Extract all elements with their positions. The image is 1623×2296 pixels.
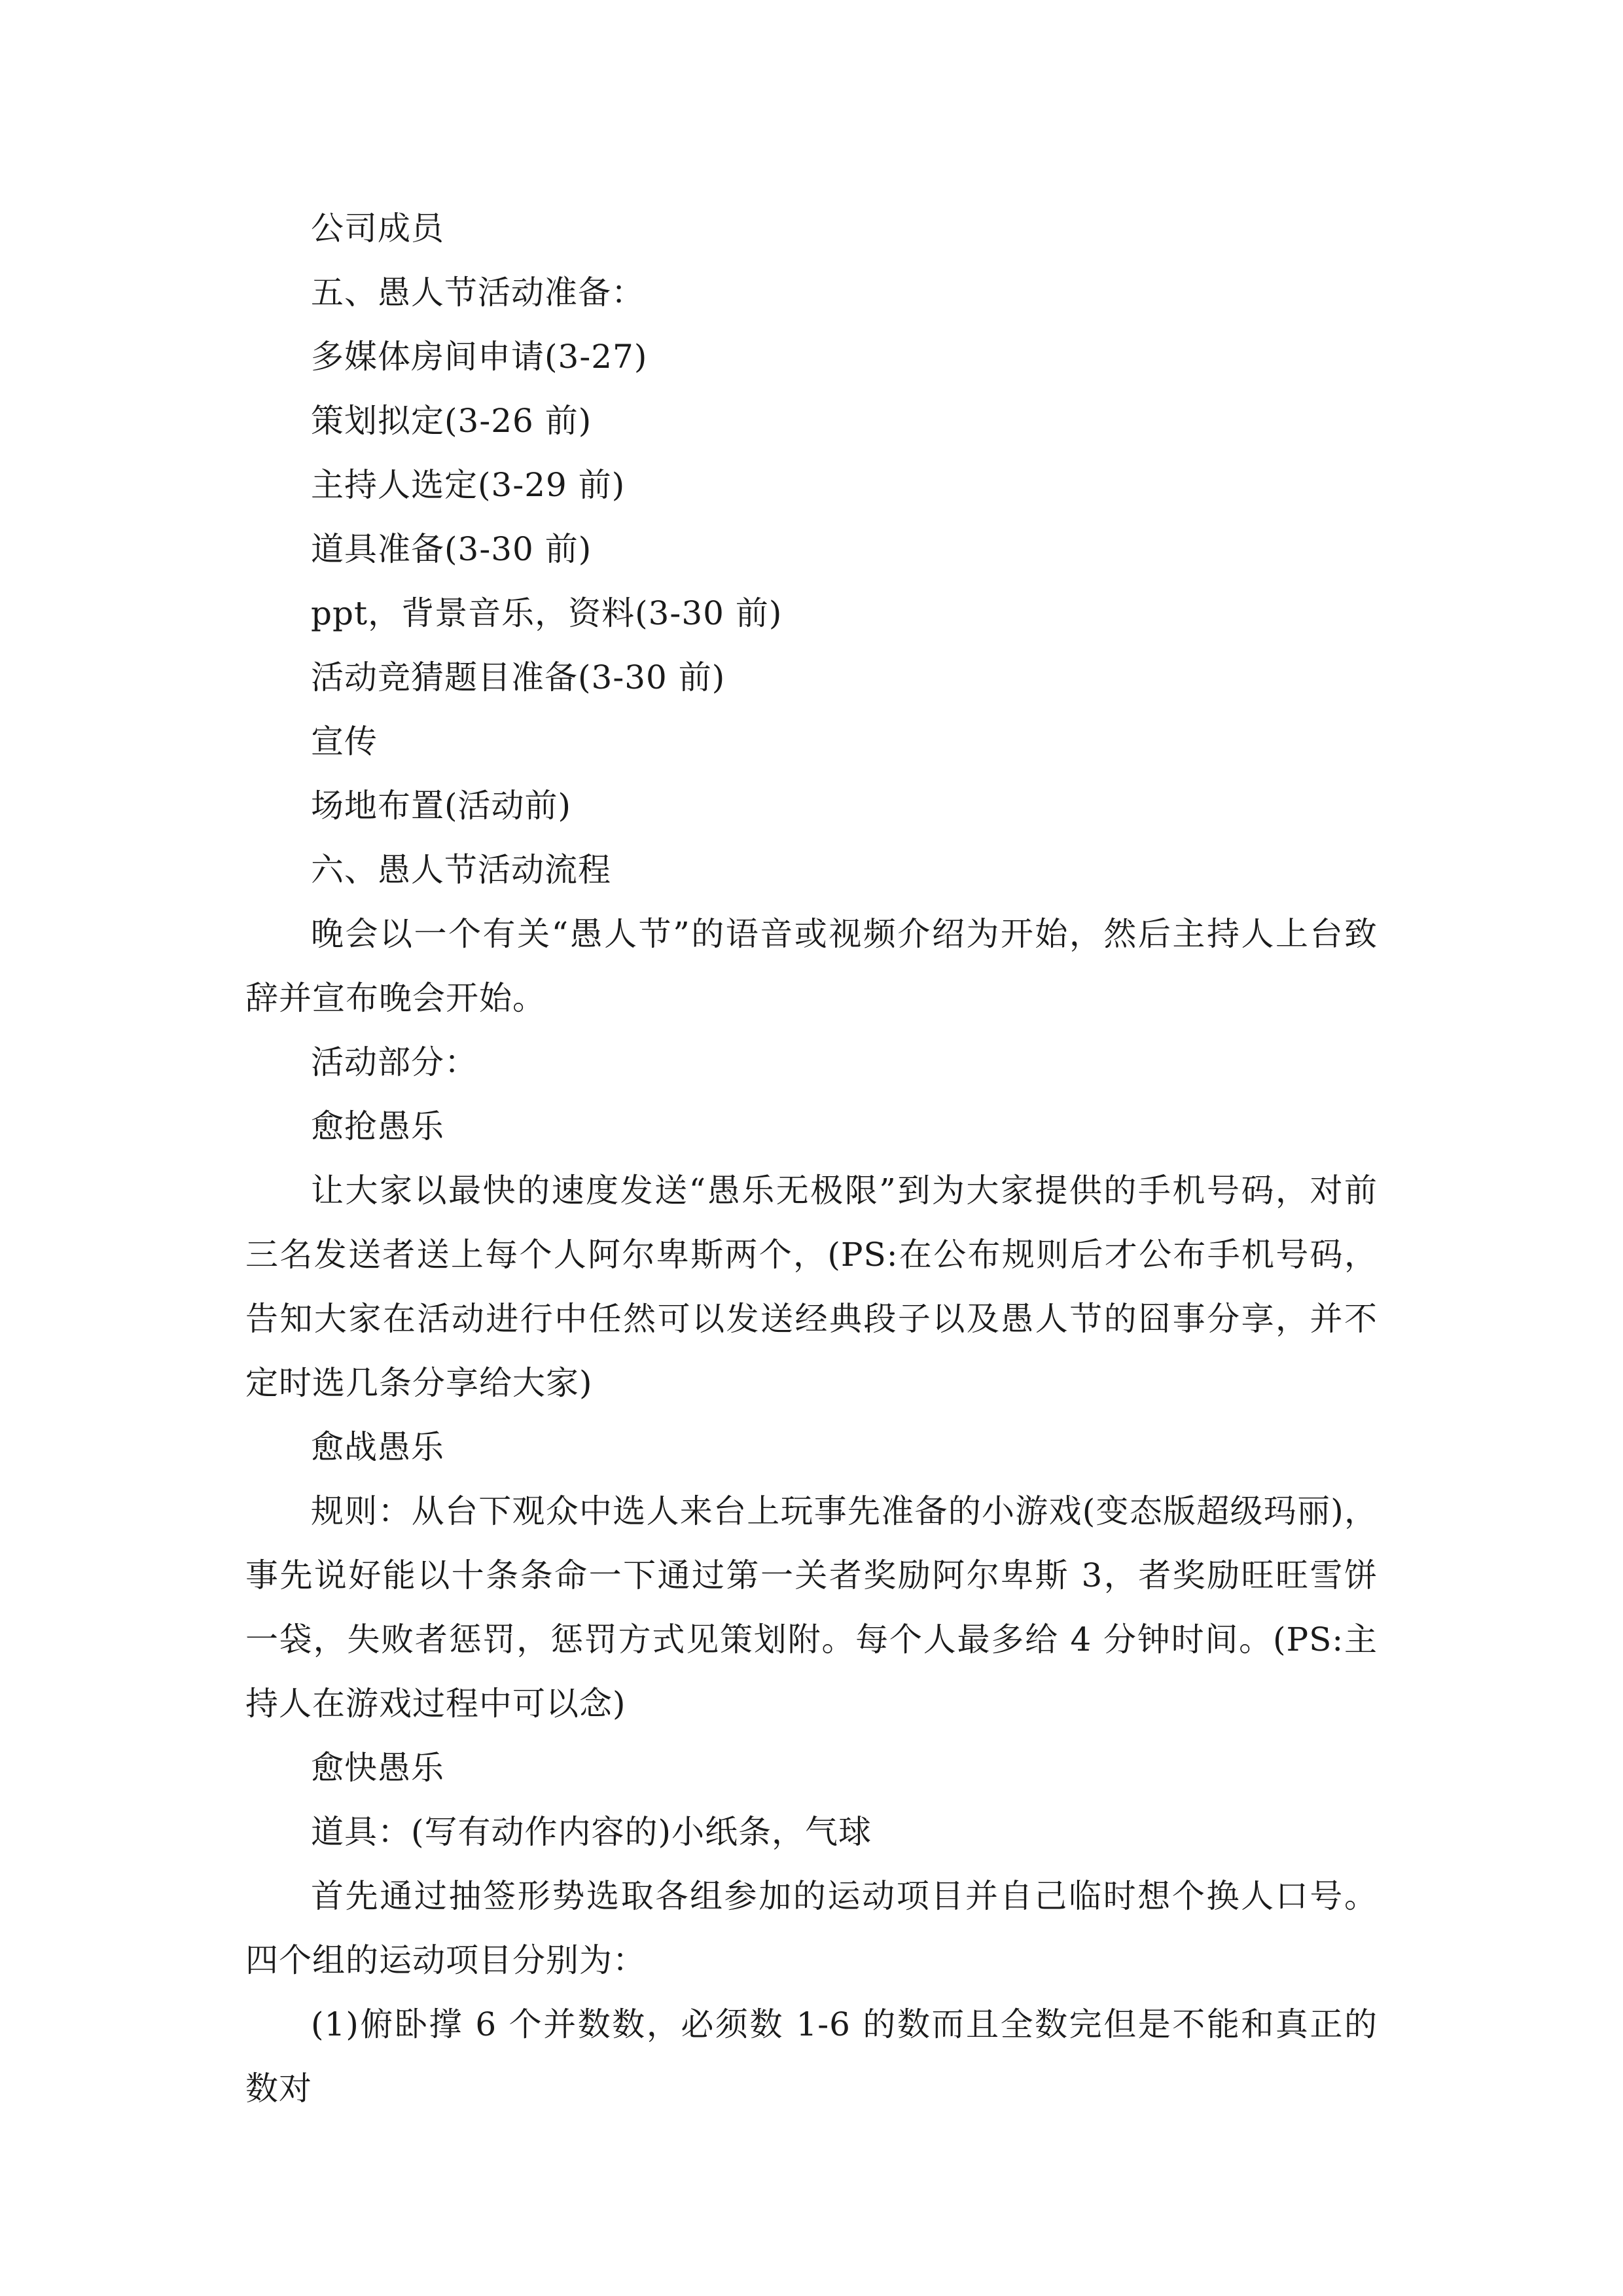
subheading-fast: 愈快愚乐 — [311, 1749, 444, 1787]
paragraph-grab-rules: 让大家以最快的速度发送“愚乐无极限”到为大家提供的手机号码，对前三名发送者送上每个人阿尔卑斯两个，(PS:在公布规则后才公布手机号码，告知大家在活动进行中任然可以发送经典段子以及愚人节的囧事分享，并不定时选几条分享给大家) — [245, 1172, 1378, 1402]
paragraph-publicity: 宣传 — [311, 723, 378, 761]
document-body — [245, 196, 1378, 2121]
paragraph-room-application: 多媒体房间申请(3-27) — [311, 338, 648, 376]
paragraph-item-pushups: (1)俯卧撑 6 个并数数，必须数 1-6 的数而且全数完但是不能和真正的数对 — [245, 2005, 1378, 2108]
paragraph-venue-setup: 场地布置(活动前) — [311, 787, 572, 825]
paragraph-fast-props: 道具：(写有动作内容的)小纸条，气球 — [311, 1813, 872, 1851]
paragraph-activity-section: 活动部分： — [311, 1043, 478, 1081]
subheading-battle: 愈战愚乐 — [311, 1428, 444, 1466]
paragraph-fast-draw: 首先通过抽签形势选取各组参加的运动项目并自己临时想个换人口号。四个组的运动项目分别为： — [245, 1877, 1378, 1979]
paragraph-plan-drafting: 策划拟定(3-26 前) — [311, 402, 592, 440]
paragraph-props-preparation: 道具准备(3-30 前) — [311, 530, 592, 568]
heading-preparation: 五、愚人节活动准备： — [311, 274, 645, 312]
paragraph-opening: 晚会以一个有关“愚人节”的语音或视频介绍为开始，然后主持人上台致辞并宣布晚会开始。 — [245, 915, 1378, 1017]
paragraph-battle-rules: 规则：从台下观众中选人来台上玩事先准备的小游戏(变态版超级玛丽)，事先说好能以十条条命一下通过第一关者奖励阿尔卑斯 3，者奖励旺旺雪饼一袋，失败者惩罚，惩罚方式见策划附。每个人最多给 4 分钟时间。(PS:主持人在游戏过程中可以念) — [245, 1492, 1378, 1723]
paragraph-ppt-music: ppt，背景音乐，资料(3-30 前) — [311, 594, 783, 632]
paragraph-host-selection: 主持人选定(3-29 前) — [311, 466, 626, 504]
paragraph-company-members: 公司成员 — [311, 209, 444, 247]
paragraph-quiz-preparation: 活动竞猜题目准备(3-30 前) — [311, 658, 726, 696]
subheading-grab: 愈抢愚乐 — [311, 1107, 444, 1145]
heading-process: 六、愚人节活动流程 — [311, 851, 611, 889]
